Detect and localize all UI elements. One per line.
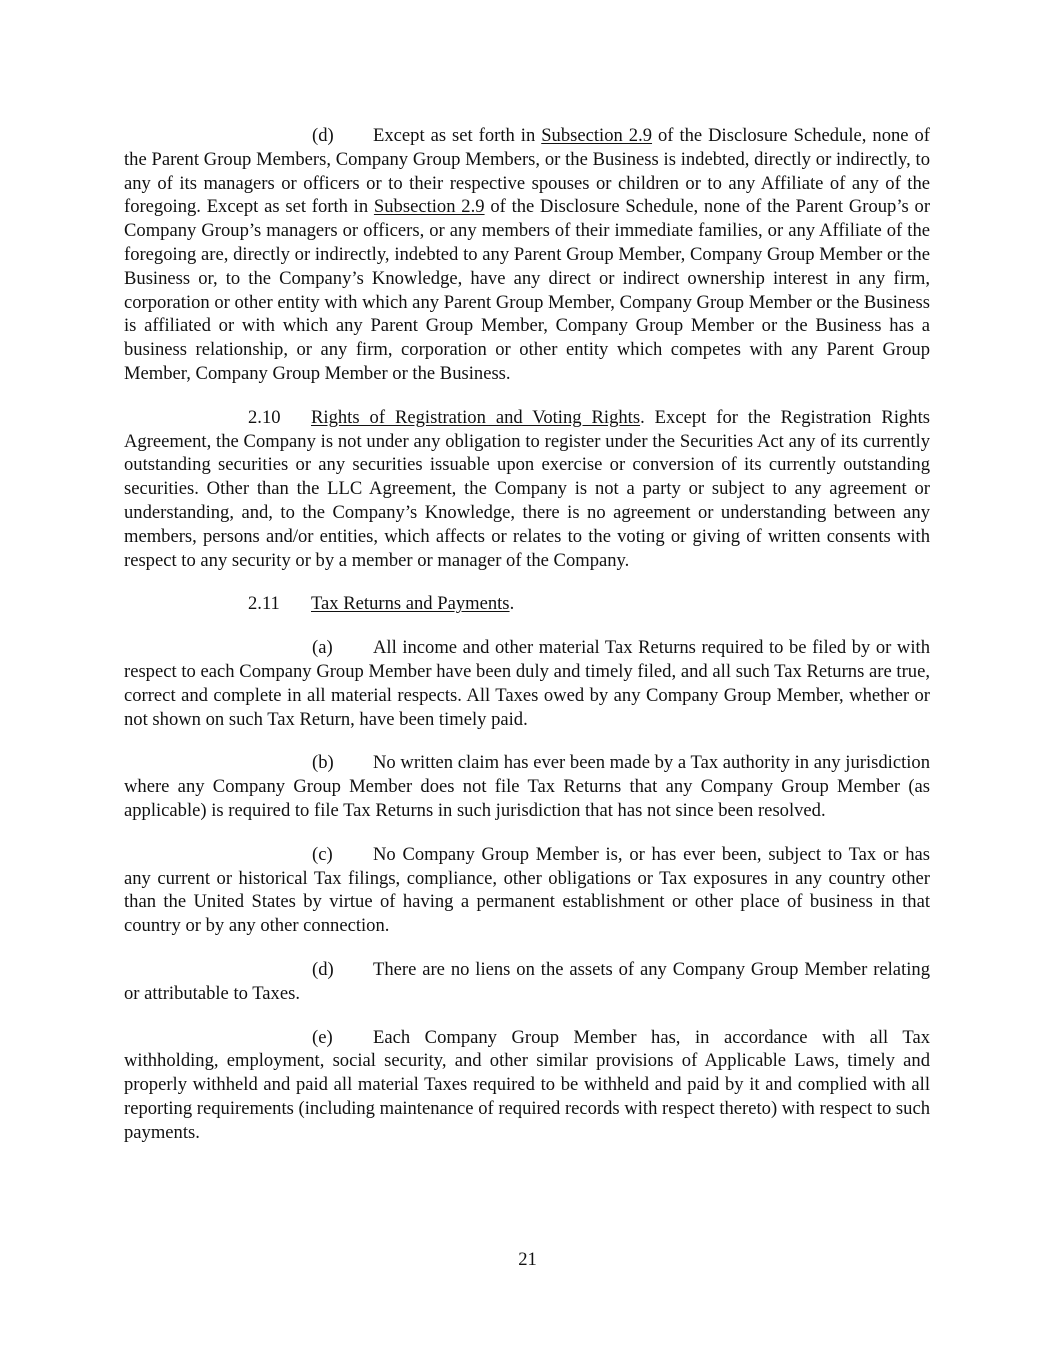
paragraph-text: of the Disclosure Schedule, none of the Parent Group’s or Company Group’s managers or officers, or any members of their immediate families, or any Affiliate of the foregoing are, directly or indirectly, indebted to any Parent Group Member, Company Group Member or the Business or, to the Company’s Knowledge, have any direct or indirect ownership interest in any firm, corporation or other entity with which any Parent Group Member, Company Group Member or the Business is affiliated or with which any Parent Group Member, Company Group Member or the Business has a business relationship, or any firm, corporation or other entity which competes with any Parent Group Member, Company Group Member or the Business.: [124, 196, 931, 384]
paragraph-text: No Company Group Member is, or has ever been, subject to Tax or has any current or historical Tax filings, compliance, other obligations or Tax exposures in any country other than the United States by virtue of having a permanent establishment or other place of business in that country or by any other connection.: [124, 843, 930, 937]
paragraph-marker: (e): [312, 1026, 333, 1048]
paragraph-marker: (a): [312, 637, 333, 659]
paragraph-text: Each Company Group Member has, in accordance with all Tax withholding, employment, social security, and other similar provisions of Applicable Laws, timely and properly withheld and paid all material Taxes required to be withheld and paid by it and complied with all reporting requirements (including maintenance of required records with respect thereto) with respect to such payments.: [124, 1026, 930, 1143]
section-number: 2.10: [248, 406, 281, 428]
section-number: 2.11: [248, 593, 280, 615]
section-heading: Tax Returns and Payments: [311, 593, 510, 615]
tax-item-d: [124, 958, 930, 1006]
section-heading-suffix: .: [509, 593, 515, 615]
paragraph-text: All income and other material Tax Returns required to be filed by or with respect to each Company Group Member have been duly and timely filed, and all such Tax Returns are true, correct and complete in all material respects. All Taxes owed by any Company Group Member, whether or not shown on such Tax Return, have been timely paid.: [124, 637, 930, 730]
paragraph-text: Except as set forth in: [373, 125, 542, 146]
paragraph-2-9-d: [124, 124, 930, 386]
paragraph-marker: (b): [312, 752, 334, 774]
paragraph-marker: (d): [312, 958, 334, 980]
section-text: . Except for the Registration Rights Agreement, the Company is not under any obligation to register under the Securities Act any of its currently outstanding securities or any securities issuable upon exercise or conversion of its currently outstanding securities. Other than the LLC Agreement, the Company is not a party or subject to any agreement or understanding, and, to the Company’s Knowledge, there is no agreement or understanding between any members, persons and/or entities, which affects or relates to the voting or giving of written consents with respect to any security or by a member or manager of the Company.: [124, 406, 930, 571]
tax-item-e: [124, 1026, 930, 1145]
subsection-reference-link: Subsection 2.9: [541, 125, 653, 146]
paragraph-text: No written claim has ever been made by a Tax authority in any jurisdiction where any Company Group Member does not file Tax Returns that any Company Group Member (as applicable) is required to file Tax Returns in such jurisdiction that has not since been resolved.: [124, 752, 930, 821]
tax-item-c: [124, 843, 930, 938]
page-number: 21: [518, 1249, 537, 1270]
paragraph-text: of the Disclosure Schedule, none of the Parent Group Members, Company Group Members, or the Business is indebted, directly or indirectly, to any of its managers or officers or to their respective spouses or children or to any Affiliate of any of the foregoing. Except as set forth in: [124, 125, 930, 218]
subsection-reference-link: Subsection 2.9: [373, 196, 485, 218]
paragraph-marker: (d): [312, 125, 334, 146]
paragraph-text: There are no liens on the assets of any Company Group Member relating or attributable to Taxes.: [124, 958, 930, 1004]
section-2-10: [124, 406, 930, 573]
tax-item-a: [124, 636, 930, 731]
section-heading: Rights of Registration and Voting Rights: [311, 406, 641, 428]
document-page: [124, 124, 930, 1164]
tax-item-b: [124, 751, 930, 822]
section-2-11-heading: [124, 592, 930, 616]
paragraph-marker: (c): [312, 843, 333, 865]
